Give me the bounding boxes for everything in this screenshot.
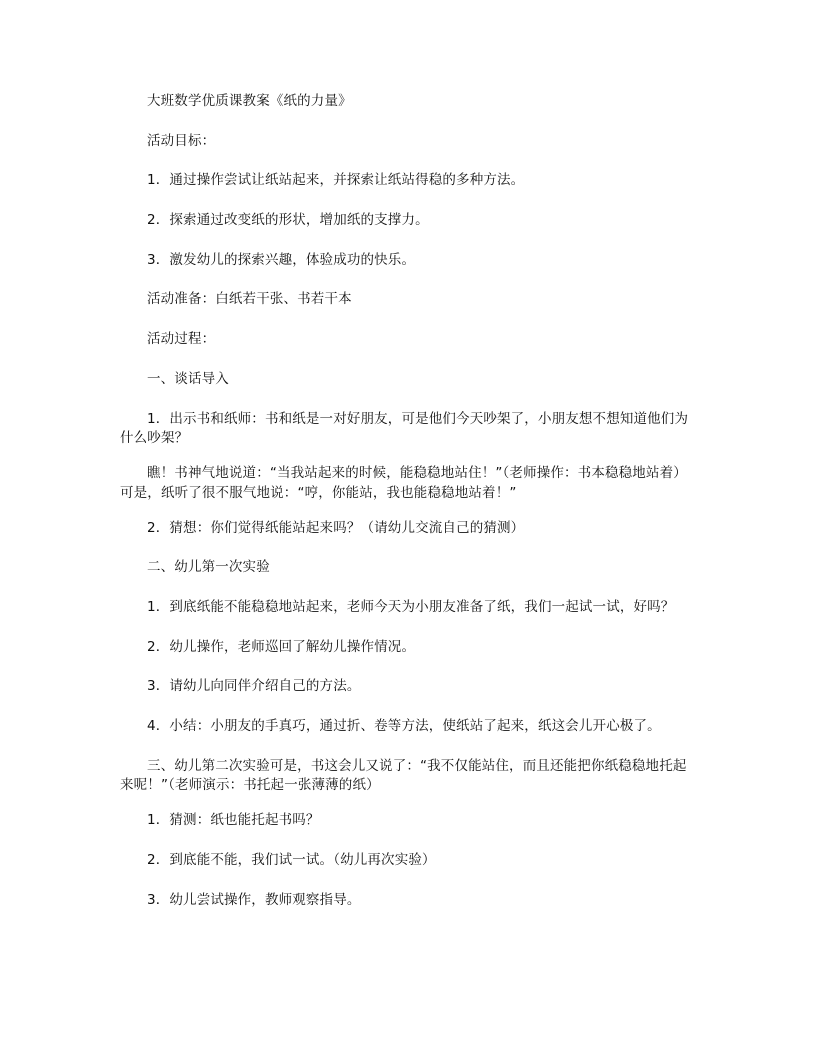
- step-3-item-2: 2．到底能不能，我们试一试。（幼儿再次实验）: [147, 852, 436, 869]
- goal-item-1: 1．通过操作尝试让纸站起来，并探索让纸站得稳的多种方法。: [147, 172, 525, 189]
- section-heading-goals: 活动目标：: [147, 132, 216, 149]
- document-body: [120, 92, 695, 930]
- goal-item-3: 3．激发幼儿的探索兴趣，体验成功的快乐。: [147, 251, 416, 268]
- step-3-item-3: 3．幼儿尝试操作，教师观察指导。: [147, 891, 361, 908]
- step-2-item-4: 4．小结：小朋友的手真巧，通过折、卷等方法，使纸站了起来，纸这会儿开心极了。: [147, 718, 661, 735]
- step-1-item-1: 1．出示书和纸师：书和纸是一对好朋友，可是他们今天吵架了，小朋友想不想知道他们为什么吵架？: [120, 410, 689, 446]
- goal-item-2: 2．探索通过改变纸的形状，增加纸的支撑力。: [147, 212, 429, 229]
- section-heading-process: 活动过程：: [147, 331, 216, 348]
- document-title: 大班数学优质课教案《纸的力量》: [147, 93, 352, 109]
- step-2-item-2: 2．幼儿操作，老师巡回了解幼儿操作情况。: [147, 638, 416, 655]
- step-1-item-2: 2．猜想：你们觉得纸能站起来吗？（请幼儿交流自己的猜测）: [147, 519, 525, 536]
- preparation-text: 活动准备：白纸若干张、书若干本: [147, 291, 352, 308]
- step-1-dialogue: 瞧！书神气地说道：“当我站起来的时候，能稳稳地站住！”（老师操作：书本稳稳地站着）可是，纸听了很不服气地说：“哼，你能站，我也能稳稳地站着！”: [120, 465, 687, 501]
- step-heading-1: 一、谈话导入: [147, 370, 229, 387]
- step-3-item-1: 1．猜测：纸也能托起书吗？: [147, 812, 320, 829]
- step-heading-2: 二、幼儿第一次实验: [147, 559, 270, 576]
- step-2-item-1: 1．到底纸能不能稳稳地站起来，老师今天为小朋友准备了纸，我们一起试一试，好吗？: [147, 599, 675, 616]
- step-heading-3: 三、幼儿第二次实验可是，书这会儿又说了：“我不仅能站住，而且还能把你纸稳稳地托起来呢！”（老师演示：书托起一张薄薄的纸）: [120, 757, 687, 794]
- step-2-item-3: 3．请幼儿向同伴介绍自己的方法。: [147, 678, 361, 695]
